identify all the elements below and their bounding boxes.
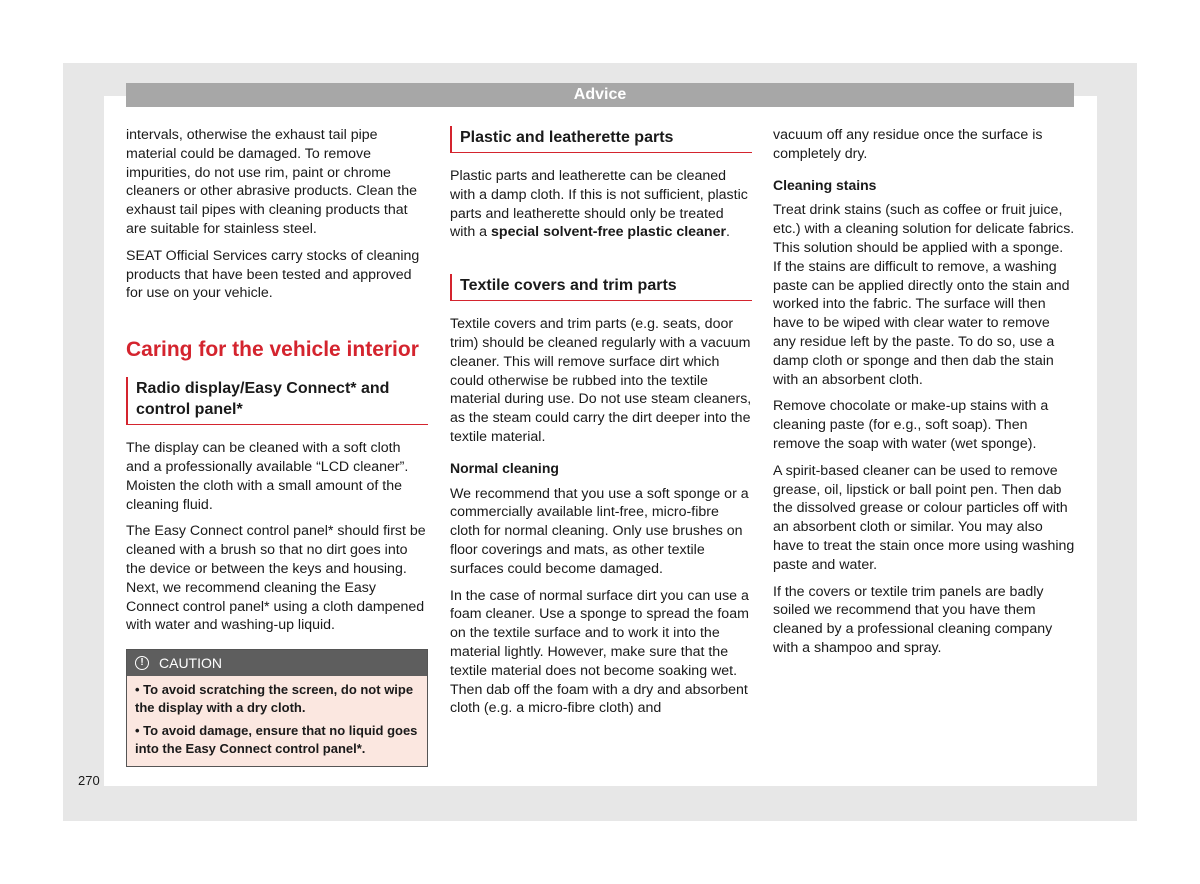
column-right bbox=[773, 126, 1075, 666]
chapter-heading: Caring for the vehicle interior bbox=[126, 338, 419, 362]
section-heading: Radio display/Easy Connect* and control panel* bbox=[126, 377, 428, 425]
paragraph: SEAT Official Services carry stocks of cleaning products that have been tested and approved for use on your vehicle. bbox=[126, 247, 420, 302]
paragraph: Textile covers and trim parts (e.g. seats, door trim) should be cleaned regularly with a vacuum cleaner. This will remove surface dirt which could otherwise be rubbed into the textile material during use. Do not use steam cleaners, as the steam could carry the dirt deeper into the textile material. bbox=[450, 316, 752, 445]
section-heading: Textile covers and trim parts bbox=[450, 274, 752, 301]
caution-item: • To avoid scratching the screen, do not wipe the display with a dry cloth. bbox=[135, 682, 414, 715]
caution-box bbox=[126, 649, 428, 767]
subheading: Cleaning stains bbox=[773, 176, 877, 193]
subheading: Normal cleaning bbox=[450, 459, 559, 476]
paragraph: Remove chocolate or make-up stains with a cleaning paste (for e.g., soft soap). Then remove the soap with water (wet sponge). bbox=[773, 398, 1049, 452]
caution-item: • To avoid damage, ensure that no liquid goes into the Easy Connect control panel*. bbox=[135, 723, 418, 756]
paragraph: Plastic parts and leatherette can be cleaned with a damp cloth. If this is not sufficient, plastic parts and leatherette should only be treated with a special solvent-free plastic cleaner. bbox=[450, 168, 748, 241]
paragraph: A spirit-based cleaner can be used to remove grease, oil, lipstick or ball point pen. Then dab the dissolved grease or colour particles off with an absorbent cloth or similar. You may also have to treat the stain once more using washing paste and water. bbox=[773, 462, 1075, 573]
caution-body bbox=[127, 676, 427, 766]
emphasis-text: special solvent-free plastic cleaner bbox=[491, 224, 727, 241]
paragraph: Treat drink stains (such as coffee or fruit juice, etc.) with a cleaning solution for delicate fabrics. This solution should be applied with a sponge. If the stains are difficult to remove, a washing paste can be applied directly onto the stain and worked into the fabric. The surface will then have to be wiped with clear water to remove any residue left by the paste. To do so, use a damp cloth or sponge and then dab the stain with an absorbent cloth. bbox=[773, 202, 1075, 388]
page-number: 270 bbox=[78, 773, 100, 788]
caution-title: CAUTION bbox=[159, 655, 222, 672]
warning-circle-icon: ! bbox=[135, 656, 149, 670]
paragraph: vacuum off any residue once the surface is completely dry. bbox=[773, 127, 1043, 162]
paragraph: The Easy Connect control panel* should first be cleaned with a brush so that no dirt goes into the device or between the keys and housing. Next, we recommend cleaning the Easy Connect control panel* using a cloth dampened with water and washing-up liquid. bbox=[126, 523, 426, 634]
column-middle bbox=[450, 126, 752, 726]
section-header: Advice bbox=[126, 83, 1074, 107]
column-left bbox=[126, 126, 428, 767]
section-heading: Plastic and leatherette parts bbox=[450, 126, 752, 153]
paragraph: If the covers or textile trim panels are badly soiled we recommend that you have them cleaned by a professional cleaning company with a shampoo and spray. bbox=[773, 583, 1053, 656]
paragraph: We recommend that you use a soft sponge or a commercially available lint-free, micro-fibre cloth for normal cleaning. Only use brushes on floor coverings and mats, as other textile surfaces could become damaged. bbox=[450, 485, 749, 577]
paragraph: In the case of normal surface dirt you can use a foam cleaner. Use a sponge to spread the foam on the textile surface and to work it into the material lightly. However, make sure that the textile material does not become soaking wet. Then dab off the foam with a dry and absorbent cloth (e.g. a micro-fibre cloth) and bbox=[450, 587, 749, 717]
paragraph: The display can be cleaned with a soft cloth and a professionally available “LCD cleaner”. Moisten the cloth with a small amount of the cleaning fluid. bbox=[126, 440, 409, 513]
paragraph: intervals, otherwise the exhaust tail pipe material could be damaged. To remove impurities, do not use rim, paint or chrome cleaners or other abrasive products. Clean the exhaust tail pipes with cleaning products that are suitable for stainless steel. bbox=[126, 127, 418, 237]
caution-header bbox=[127, 650, 427, 676]
